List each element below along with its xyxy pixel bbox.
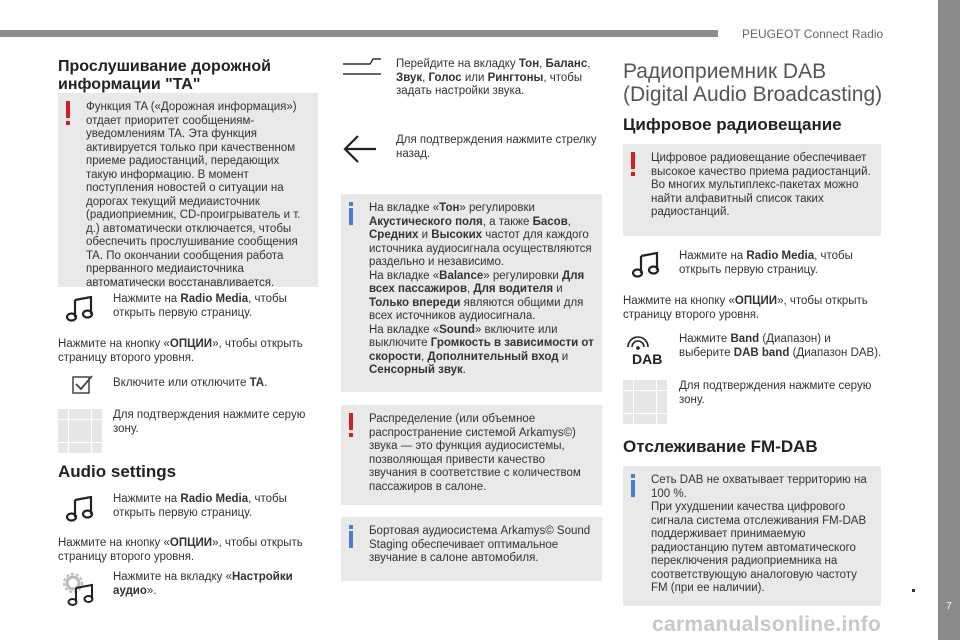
fm-dab-info-b: При ухудшении качества цифрового сигнала система отслеживания FM-DAB поддерживает принимаемую радиостанцию путем автоматического переключения радиоприемника на соответствующую аналоговую частоту FM (при ее наличии). [651, 501, 867, 594]
side-tab [938, 0, 960, 640]
dab-title-line1: Радиоприемник DAB [623, 60, 827, 83]
fm-dab-info-a: Сеть DAB не охватывает территорию на 100 %. [651, 474, 867, 500]
fm-dab-info-box [623, 466, 881, 606]
back-arrow-icon [342, 134, 378, 164]
audio-step1: Нажмите на Radio Media, чтобы открыть первую страницу. [113, 493, 287, 519]
dab-step1: Нажмите на Radio Media, чтобы открыть первую страницу. [679, 250, 853, 276]
header-bar [0, 30, 718, 37]
music-note-icon [632, 252, 660, 278]
music-note-icon [66, 496, 94, 522]
ta-note-text: Функция TA («Дорожная информация») отдает приоритет сообщениям-уведомлениям TA. Эта функция активируется только при качественном приеме радиостанций, передающих такую информацию. В момент поступления новостей о ситуации на дорогах текущий медиаисточник (радиоприемник, CD-проигрыватель и т. д.) автоматически отключается, чтобы обеспечить прослушивание сообщения TA. По окончании сообщения работа прерванного медиаисточника автоматически восстанавливается. [86, 101, 301, 289]
arkamys-warning-box [341, 405, 602, 505]
tabs-icon [342, 58, 382, 80]
dab-title-line2: (Digital Audio Broadcasting) [623, 83, 883, 106]
dab-icon-label: DAB [632, 351, 663, 367]
warning-icon [631, 152, 635, 169]
info-icon [349, 208, 353, 225]
watermark: carmanualsonline.info [652, 613, 882, 636]
ta-warning-box [58, 93, 318, 287]
dab-step4: Для подтверждения нажмите серую зону. [679, 380, 872, 406]
grey-zone-icon [623, 380, 667, 424]
warning-icon [349, 413, 353, 430]
arkamys-info-box [341, 517, 602, 581]
ta-step1: Нажмите на Radio Media, чтобы открыть первую страницу. [113, 293, 287, 319]
warning-icon [66, 101, 70, 118]
settings-music-icon [62, 572, 96, 606]
tone-info-box [341, 194, 602, 392]
info-icon [631, 480, 635, 497]
page-number: 7 [946, 601, 952, 612]
arkamys-note-text: Распределение (или объемное распространение системой Arkamys©) звука — это функция аудиосистемы, позволяющая привести качество звучания в соответствие с количеством пассажиров в салоне. [369, 413, 581, 493]
audio-step2: Нажмите на кнопку «ОПЦИИ», чтобы открыть страницу второго уровня. [58, 537, 303, 563]
digital-radio-title: Цифровое радиовещание [623, 115, 842, 134]
tone-info-text: На вкладке «Тон» регулировки Акустического поля, а также Басов, Средних и Высоких частот для каждого источника аудиосигнала осуществляются раздельно и независимо. На вкладке «Balance» регулировки Для всех пассажиров, Для водителя и Только впереди являются общими для всех источников аудиосигнала. На вкладке «Sound» включите или выключите Громкость в зависимости от скорости, Дополнительный вход и Сенсорный звук. [369, 202, 594, 376]
digital-radio-note-text: Цифровое радиовещание обеспечивает высокое качество приема радиостанций. Во многих мультиплекс-пакетах можно найти алфавитный список таких радиостанций. [651, 152, 871, 218]
col2-step1: Перейдите на вкладку Тон, Баланс, Звук, Голос или Рингтоны, чтобы задать настройки звука. [396, 58, 591, 97]
music-note-icon [66, 296, 94, 322]
dab-step2: Нажмите на кнопку «ОПЦИИ», чтобы открыть страницу второго уровня. [623, 295, 868, 321]
end-marker [912, 589, 915, 592]
ta-step3: Включите или отключите TA. [113, 377, 268, 389]
info-icon [349, 531, 353, 548]
fm-dab-title: Отслеживание FM-DAB [623, 437, 818, 456]
audio-step3: Нажмите на вкладку «Настройки аудио». [113, 571, 293, 597]
brand-label: PEUGEOT Connect Radio [742, 27, 884, 41]
ta-title: Прослушивание дорожной информации "TA" [58, 58, 272, 93]
arkamys-info-text: Бортовая аудиосистема Arkamys© Sound Staging обеспечивает оптимальное звучание в салоне автомобиля. [369, 525, 591, 564]
checkbox-icon [72, 374, 94, 396]
ta-step2: Нажмите на кнопку «ОПЦИИ», чтобы открыть страницу второго уровня. [58, 338, 303, 364]
dab-step3: Нажмите Band (Диапазон) и выберите DAB band (Диапазон DAB). [679, 333, 882, 359]
grey-zone-icon [58, 409, 102, 453]
col2-step2: Для подтверждения нажмите стрелку назад. [396, 134, 597, 160]
ta-step4: Для подтверждения нажмите серую зону. [113, 409, 306, 435]
digital-radio-warning-box [623, 144, 881, 236]
audio-settings-title: Audio settings [58, 462, 177, 481]
